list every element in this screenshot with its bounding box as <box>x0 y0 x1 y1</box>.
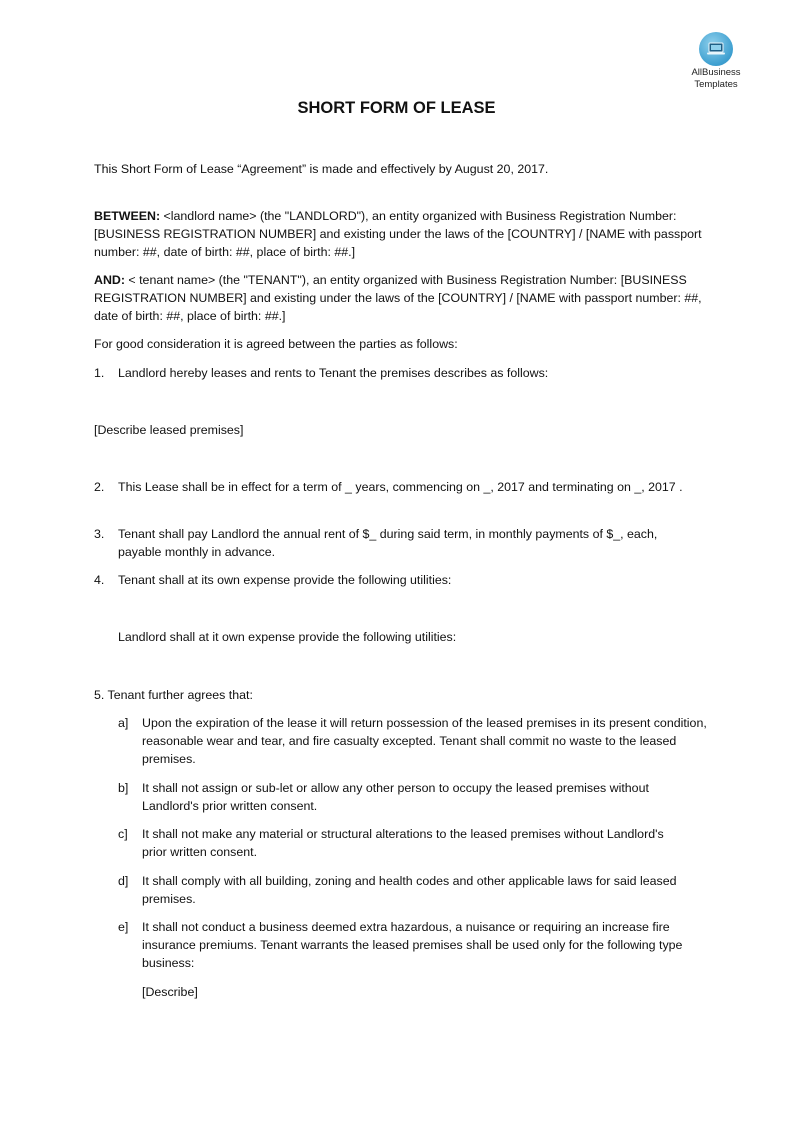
list-item-number: 2. <box>94 480 105 494</box>
logo-text-line1: AllBusiness <box>691 67 741 78</box>
and-label: AND: <box>94 273 125 287</box>
list-item <box>94 525 694 561</box>
list-item-text: Tenant shall at its own expense provide the following utilities: <box>118 573 452 587</box>
between-label: BETWEEN: <box>94 209 161 223</box>
consideration-paragraph: For good consideration it is agreed between the parties as follows: <box>94 337 458 351</box>
list-item <box>94 364 706 382</box>
sub-list-item-label: a] <box>118 716 129 730</box>
laptop-icon <box>699 32 733 66</box>
allbusiness-templates-logo <box>688 32 744 90</box>
sub-list-item-label: b] <box>118 781 129 795</box>
sub-list-item <box>118 918 708 972</box>
sub-list-item-label: d] <box>118 874 129 888</box>
landlord-utilities-paragraph: Landlord shall at it own expense provide the following utilities: <box>118 630 457 644</box>
intro-paragraph: This Short Form of Lease “Agreement” is made and effectively by August 20, 2017. <box>94 162 549 176</box>
sub-list-item <box>118 872 708 908</box>
sub-list-item-text: It shall not make any material or structural alterations to the leased premises without Landlord's prior written consent. <box>142 827 664 859</box>
and-paragraph <box>94 271 706 325</box>
describe-business-placeholder: [Describe] <box>142 985 198 999</box>
sub-list-item-label: e] <box>118 920 129 934</box>
list-item-text: Tenant shall pay Landlord the annual rent of $_ during said term, in monthly payments of $_, each, payable monthly in advance. <box>118 527 658 559</box>
document-title: SHORT FORM OF LEASE <box>297 99 496 117</box>
sub-list-item-text: It shall not conduct a business deemed extra hazardous, a nuisance or requiring an increase fire insurance premiums. Tenant warrants the leased premises shall be used only for the following type business: <box>142 920 683 970</box>
sub-list-item <box>118 825 678 861</box>
section-5-heading: 5. Tenant further agrees that: <box>94 688 253 702</box>
and-text: < tenant name> (the "TENANT"), an entity organized with Business Registration Number: [BUSINESS REGISTRATION NUMBER] and existing under the laws of the [COUNTRY] / [NAME with passport number: ##, date of birth: ##, place of birth: ##.] <box>94 273 702 323</box>
list-item-number: 4. <box>94 573 105 587</box>
sub-list-item-text: It shall not assign or sub-let or allow any other person to occupy the leased premises without Landlord's prior written consent. <box>142 781 649 813</box>
list-item-text: This Lease shall be in effect for a term of _ years, commencing on _, 2017 and terminating on _, 2017 . <box>118 480 683 494</box>
list-item <box>94 571 704 589</box>
list-item-number: 3. <box>94 527 105 541</box>
describe-premises-placeholder: [Describe leased premises] <box>94 423 244 437</box>
list-item <box>94 478 694 496</box>
sub-list-item <box>118 779 708 815</box>
sub-list-item-text: It shall comply with all building, zoning and health codes and other applicable laws for said leased premises. <box>142 874 677 906</box>
between-text: <landlord name> (the "LANDLORD"), an entity organized with Business Registration Number: [BUSINESS REGISTRATION NUMBER] and existing under the laws of the [COUNTRY] / [NAME with passport number: ##, date of birth: ##, place of birth: ##.] <box>94 209 702 259</box>
list-item-number: 1. <box>94 366 105 380</box>
logo-text-line2: Templates <box>694 79 738 90</box>
sub-list-item <box>118 714 708 768</box>
sub-list-item-label: c] <box>118 827 128 841</box>
between-paragraph <box>94 207 706 261</box>
list-item-text: Landlord hereby leases and rents to Tenant the premises describes as follows: <box>118 366 549 380</box>
sub-list-item-text: Upon the expiration of the lease it will return possession of the leased premises in its present condition, reasonable wear and tear, and fire casualty excepted. Tenant shall commit no waste to the leased premises. <box>142 716 707 766</box>
